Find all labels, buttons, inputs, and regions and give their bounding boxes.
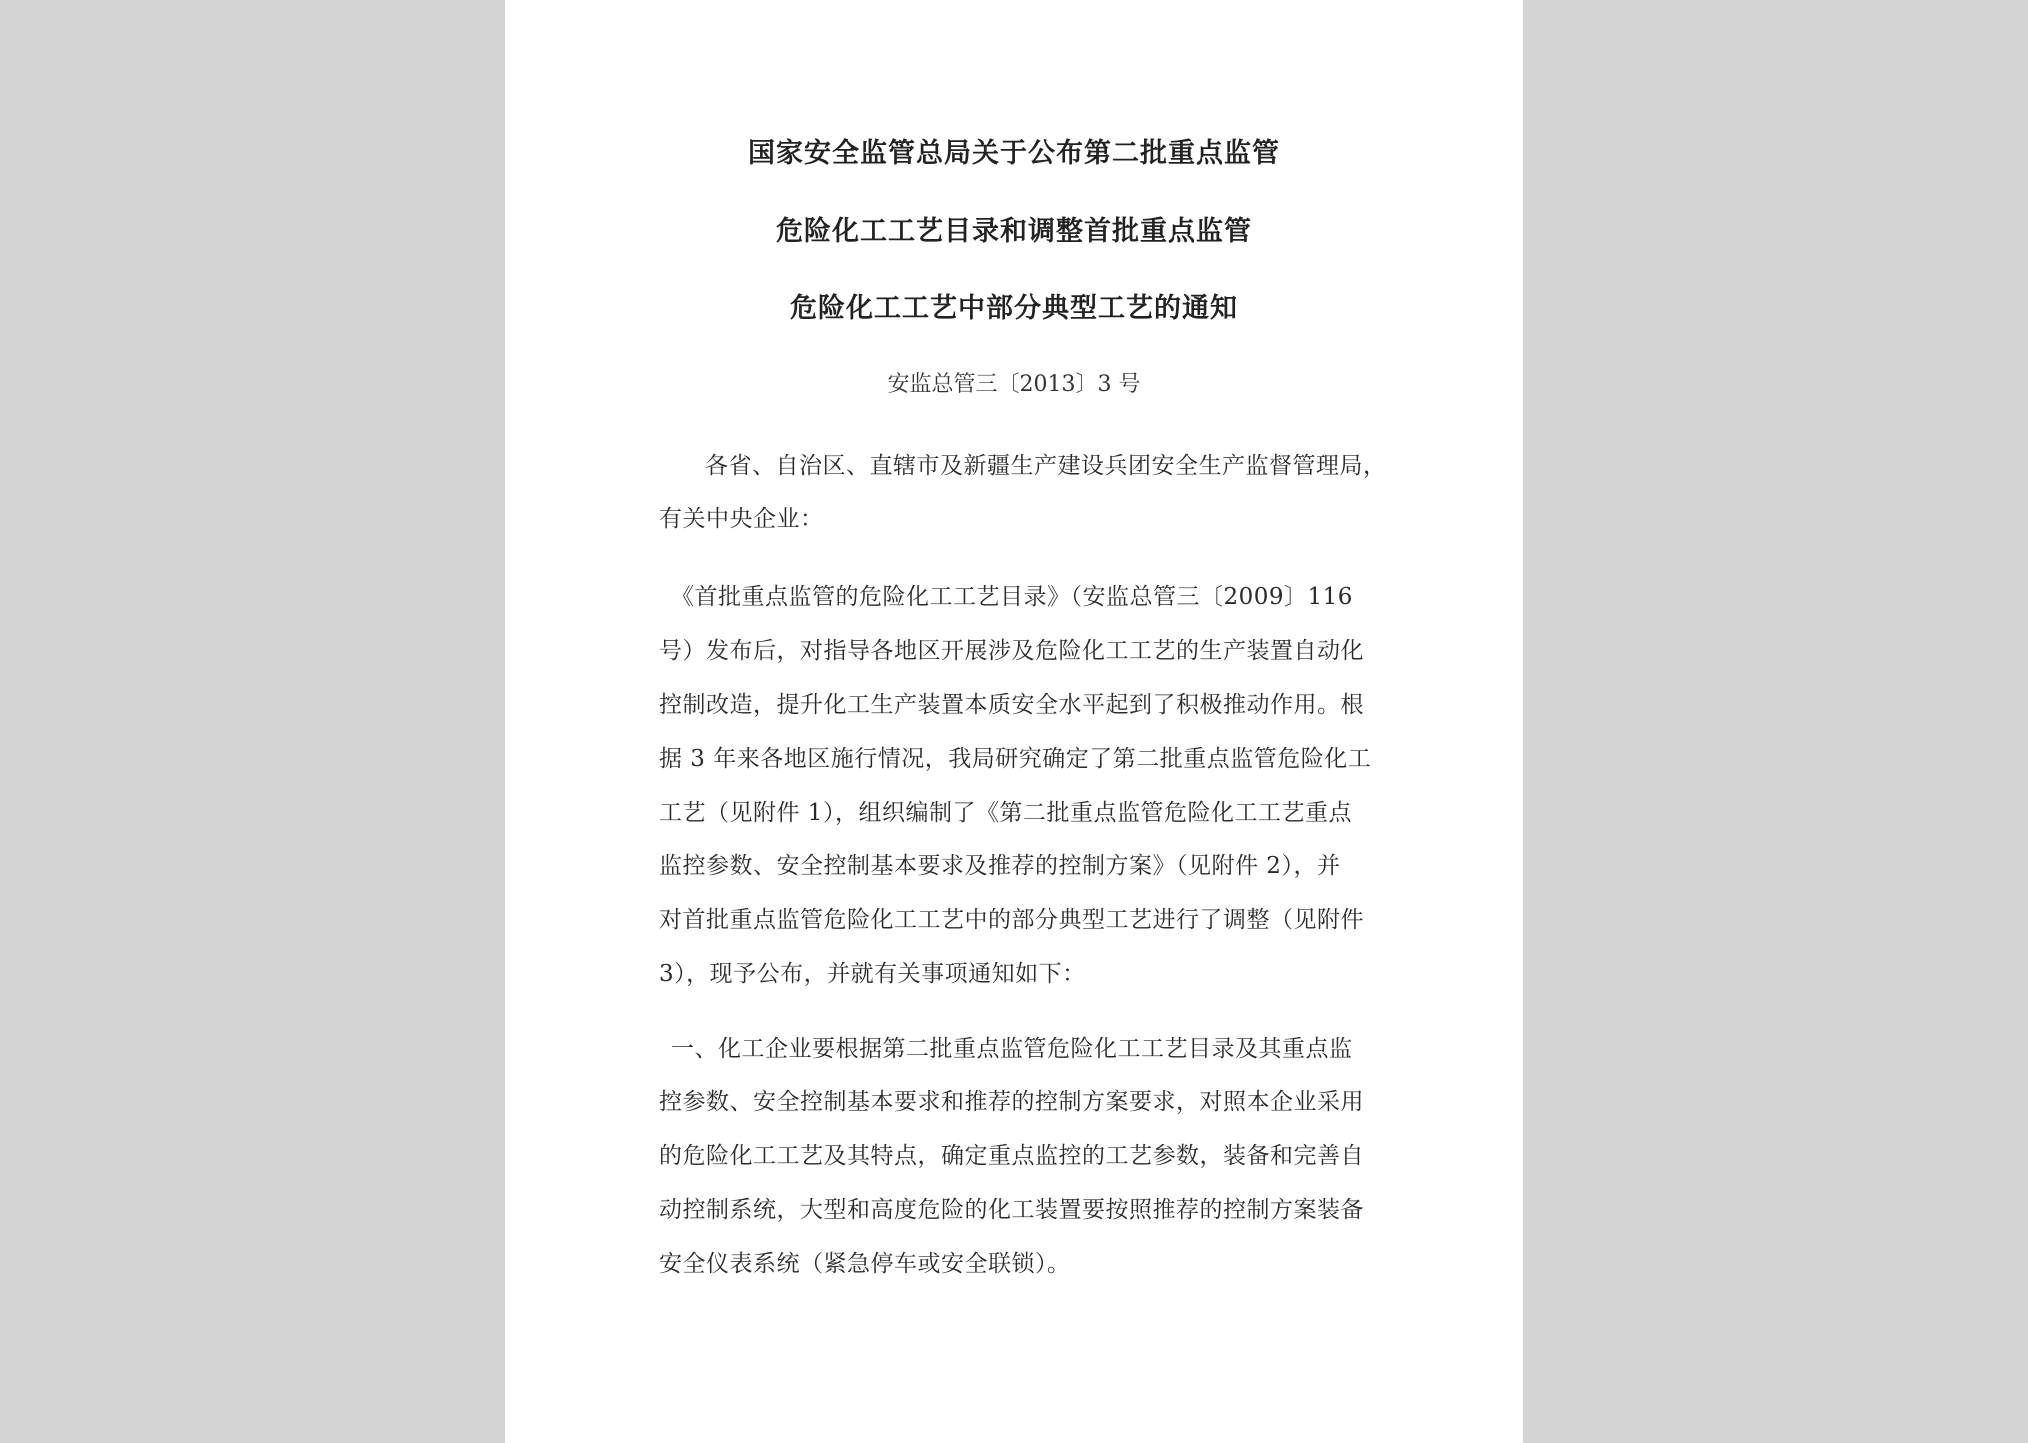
paragraph1-line-6: 监控参数、安全控制基本要求及推荐的控制方案》（见附件 2），并 [659, 853, 1341, 879]
paragraph1-line-5: 工艺（见附件 1），组织编制了《第二批重点监管危险化工工艺重点 [659, 800, 1352, 826]
paragraph1-line-8: 3），现予公布，并就有关事项通知如下： [659, 961, 1086, 987]
paragraph2-line-2: 控参数、安全控制基本要求和推荐的控制方案要求，对照本企业采用 [659, 1089, 1364, 1115]
paragraph1-line-7: 对首批重点监管危险化工工艺中的部分典型工艺进行了调整（见附件 [659, 907, 1364, 933]
document-page [505, 0, 1523, 1443]
title-line-2: 危险化工工艺目录和调整首批重点监管 [776, 216, 1252, 247]
paragraph1-line-2: 号）发布后，对指导各地区开展涉及危险化工工艺的生产装置自动化 [659, 638, 1364, 664]
title-line-1: 国家安全监管总局关于公布第二批重点监管 [748, 138, 1280, 169]
recipients-line-2: 有关中央企业： [659, 506, 824, 532]
paragraph1-line-1: 《首批重点监管的危险化工工艺目录》（安监总管三〔2009〕116 [671, 584, 1353, 610]
paragraph2-line-5: 安全仪表系统（紧急停车或安全联锁）。 [659, 1251, 1071, 1277]
paragraph1-line-3: 控制改造，提升化工生产装置本质安全水平起到了积极推动作用。根 [659, 692, 1364, 718]
paragraph2-line-3: 的危险化工工艺及其特点，确定重点监控的工艺参数，装备和完善自 [659, 1143, 1364, 1169]
paragraph2-line-1: 一、化工企业要根据第二批重点监管危险化工工艺目录及其重点监 [671, 1036, 1353, 1062]
title-line-3: 危险化工工艺中部分典型工艺的通知 [790, 293, 1238, 324]
document-number: 安监总管三〔2013〕3 号 [887, 372, 1141, 397]
paragraph1-line-4: 据 3 年来各地区施行情况，我局研究确定了第二批重点监管危险化工 [659, 746, 1372, 772]
recipients-line-1: 各省、自治区、直辖市及新疆生产建设兵团安全生产监督管理局， [705, 453, 1387, 479]
paragraph2-line-4: 动控制系统，大型和高度危险的化工装置要按照推荐的控制方案装备 [659, 1197, 1364, 1223]
